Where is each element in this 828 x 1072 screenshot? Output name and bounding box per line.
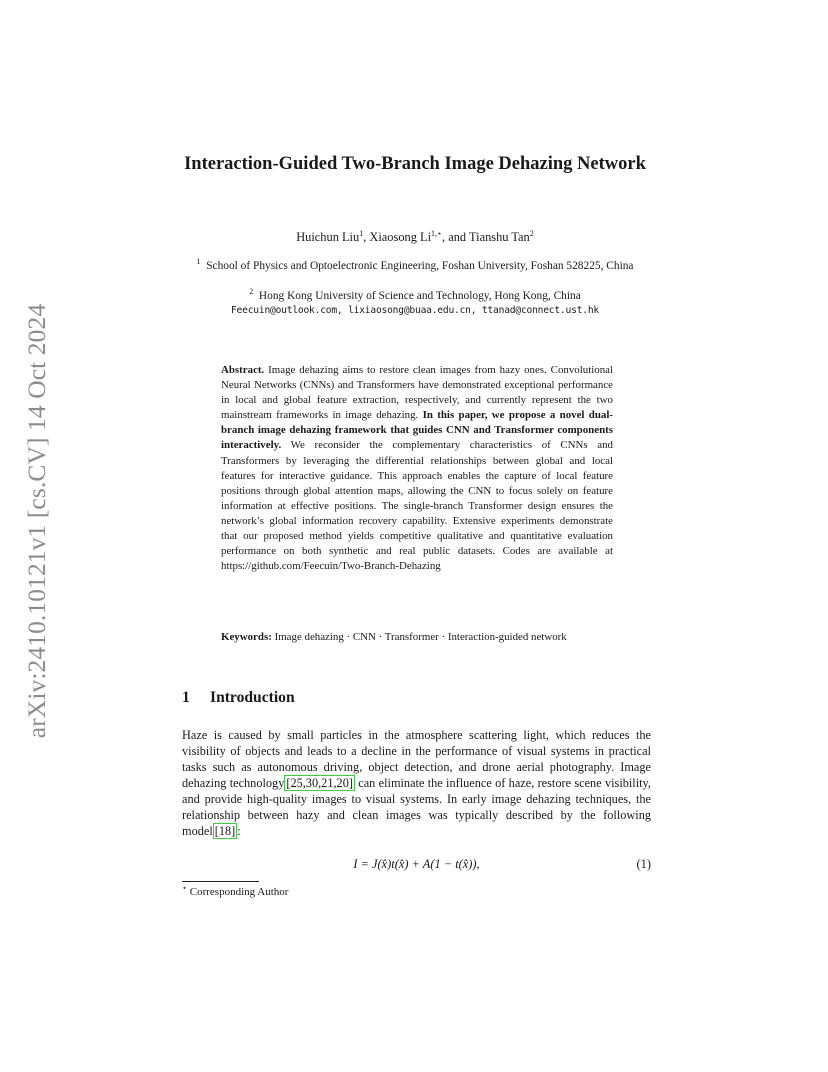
author-list: Huichun Liu$^1$, Xiaosong $Li^{1,⋆}$, and Tianshu Tan$^2$ [296, 228, 534, 244]
affiliation-mark: 2 [249, 287, 254, 297]
keywords [221, 630, 613, 645]
paragraph-text: can eliminate the influence of haze, restore scene visibility, and provide high-quality images to visual systems. In early image dehazing techniques, the relationship between hazy and clean images was typically described by the following model [182, 776, 651, 838]
author-name: Huichun Liu [296, 230, 360, 244]
section-number: 1 [182, 689, 190, 706]
author-name: Tianshu Tan [469, 230, 530, 244]
arxiv-identifier [20, 287, 54, 755]
equation-formula: I = J(x̂)t(x̂) + A(1 − t(x̂)), [353, 857, 480, 871]
paper-title: Interaction-Guided Two-Branch Image Dehazing Network [184, 154, 646, 174]
footnote-mark: ⋆ [182, 883, 188, 893]
keywords-label: Keywords: [221, 631, 272, 643]
footnote-divider [182, 881, 259, 882]
author-affiliation-mark: 1,⋆ [431, 228, 443, 238]
author-affiliation-mark: 2 [529, 228, 534, 238]
author-separator: , and [442, 230, 469, 244]
section-title: Introduction [210, 689, 295, 706]
abstract-label: Abstract. [221, 364, 265, 376]
author-emails: Feecuin@outlook.com, lixiaosong@buaa.edu.cn, ttanad@connect.ust.hk [230, 305, 599, 316]
section-heading [182, 689, 295, 707]
equation [182, 857, 651, 875]
affiliation-text: School of Physics and Optoelectronic Engineering, Foshan University, Foshan 528225, China [206, 260, 634, 272]
intro-paragraph [182, 727, 651, 839]
paragraph-text: Haze is caused by small particles in the atmosphere scattering light, which reduces the visibility of objects and leads to a decline in the performance of visual systems in practical tasks such as autonomous driving, object detection, and drone aerial photography. Image dehazing technology [182, 728, 651, 790]
citation-link[interactable]: [18] [214, 824, 236, 838]
citation-link[interactable]: [25,30,21,20] [286, 776, 353, 790]
abstract-highlight: In this paper, we propose a novel dual-branch image dehazing framework that guides CNN and Transformer components interactively. [221, 409, 613, 452]
paragraph-text: : [237, 824, 241, 838]
footnote [182, 883, 289, 898]
affiliation-2 [190, 289, 640, 304]
equation-number: (1) [636, 857, 651, 871]
affiliation-text: Hong Kong University of Science and Technology, Hong Kong, China [258, 290, 581, 302]
author-name: Xiaosong Li [369, 230, 432, 244]
footnote-text: Corresponding Author [189, 886, 289, 898]
affiliation-1 [190, 259, 640, 274]
affiliation-mark: 1 [196, 257, 201, 267]
abstract-text: We reconsider the complementary characteristics of CNNs and Transformers by leveraging the differential relationships between global and local features for interactive guidance. This approach enables the capture of local feature positions through global attention maps, allowing the CNN to focus solely on feature information at effective positions. The single-branch Transformer design ensures the network’s global information recovery capability. Extensive experiments demonstrate that our proposed method yields competitive qualitative and quantitative evaluation performance on both synthetic and real public datasets. Codes are available at https://github.com/Feecuin/Two-Branch-Dehazing [221, 439, 613, 573]
abstract [221, 363, 613, 574]
arxiv-identifier-text: arXiv:2410.10121v1 [cs.CV] 14 Oct 2024 [22, 303, 52, 739]
abstract-text: Image dehazing aims to restore clean images from hazy ones. Convolutional Neural Networks (CNNs) and Transformers have demonstrated exceptional performance in local and global feature extraction, respectively, and currently represent the two mainstream frameworks in image dehazing. [221, 364, 613, 422]
keywords-text: Image dehazing · CNN · Transformer · Interaction-guided network [274, 631, 567, 643]
author-affiliation-mark: 1 [359, 228, 364, 238]
